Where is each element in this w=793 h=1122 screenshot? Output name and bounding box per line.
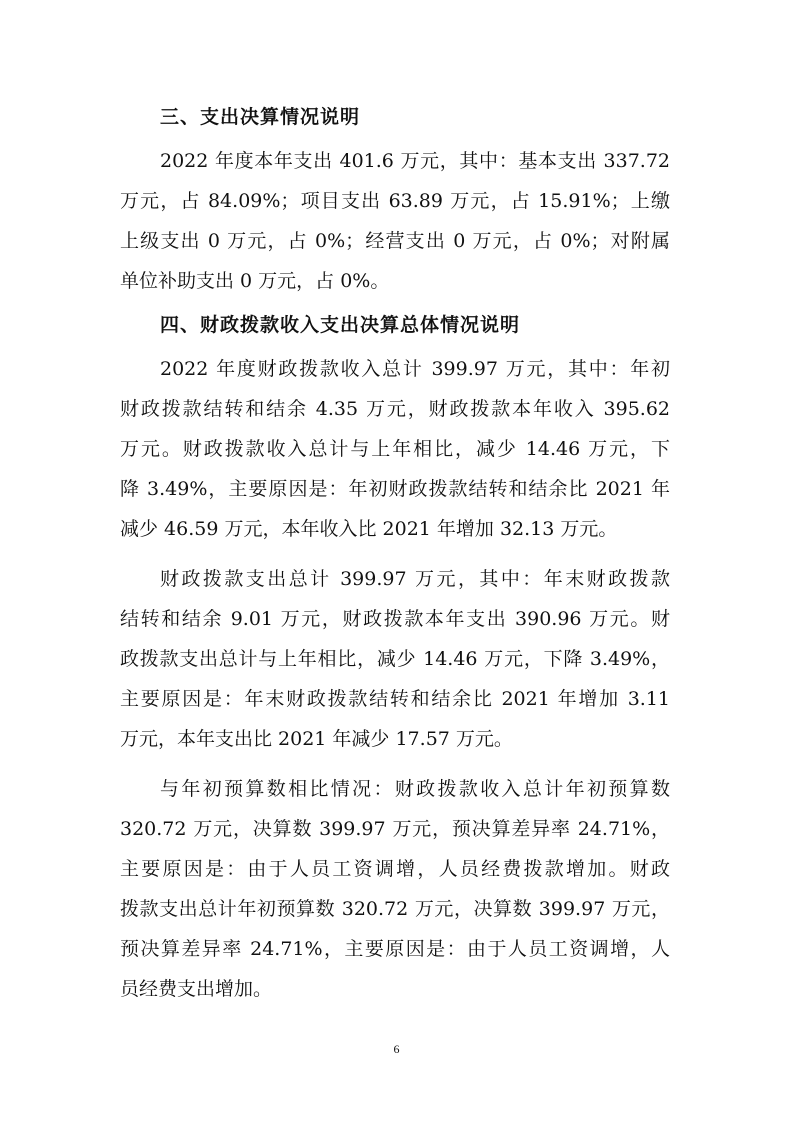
paragraph-line: 政拨款支出总计与上年相比，减少 14.46 万元，下降 3.49%，	[120, 648, 670, 670]
paragraph-line: 万元，占 84.09%；项目支出 63.89 万元，占 15.91%；上缴	[120, 190, 670, 212]
paragraph-line: 320.72 万元，决算数 399.97 万元，预决算差异率 24.71%，	[120, 818, 670, 840]
paragraph-line: 员经费支出增加。	[120, 978, 273, 1000]
paragraph-line: 主要原因是：由于人员工资调增，人员经费拨款增加。财政	[120, 858, 670, 880]
section-heading-fiscal-appropriation: 四、财政拨款收入支出决算总体情况说明	[160, 314, 521, 336]
paragraph-line: 拨款支出总计年初预算数 320.72 万元，决算数 399.97 万元，	[120, 898, 670, 920]
paragraph-line: 万元。财政拨款收入总计与上年相比，减少 14.46 万元，下	[120, 438, 670, 460]
paragraph-line: 减少 46.59 万元，本年收入比 2021 年增加 32.13 万元。	[120, 518, 618, 540]
paragraph-line: 财政拨款支出总计 399.97 万元，其中：年末财政拨款	[160, 568, 670, 590]
paragraph-line: 万元，本年支出比 2021 年减少 17.57 万元。	[120, 728, 513, 750]
paragraph-line: 降 3.49%，主要原因是：年初财政拨款结转和结余比 2021 年	[120, 478, 670, 500]
paragraph-line: 结转和结余 9.01 万元，财政拨款本年支出 390.96 万元。财	[120, 608, 670, 630]
paragraph-line: 财政拨款结转和结余 4.35 万元，财政拨款本年收入 395.62	[120, 398, 670, 420]
page-number: 6	[393, 1042, 400, 1056]
paragraph-line: 单位补助支出 0 万元，占 0%。	[120, 270, 390, 292]
paragraph-line: 上级支出 0 万元，占 0%；经营支出 0 万元，占 0%；对附属	[120, 230, 670, 252]
paragraph-line: 主要原因是：年末财政拨款结转和结余比 2021 年增加 3.11	[120, 688, 670, 710]
paragraph-line: 2022 年度财政拨款收入总计 399.97 万元，其中：年初	[160, 358, 670, 380]
paragraph-line: 2022 年度本年支出 401.6 万元，其中：基本支出 337.72	[160, 150, 670, 172]
paragraph-line: 与年初预算数相比情况：财政拨款收入总计年初预算数	[160, 778, 670, 800]
section-heading-expenditure: 三、支出决算情况说明	[160, 106, 361, 128]
paragraph-line: 预决算差异率 24.71%，主要原因是：由于人员工资调增，人	[120, 938, 670, 960]
